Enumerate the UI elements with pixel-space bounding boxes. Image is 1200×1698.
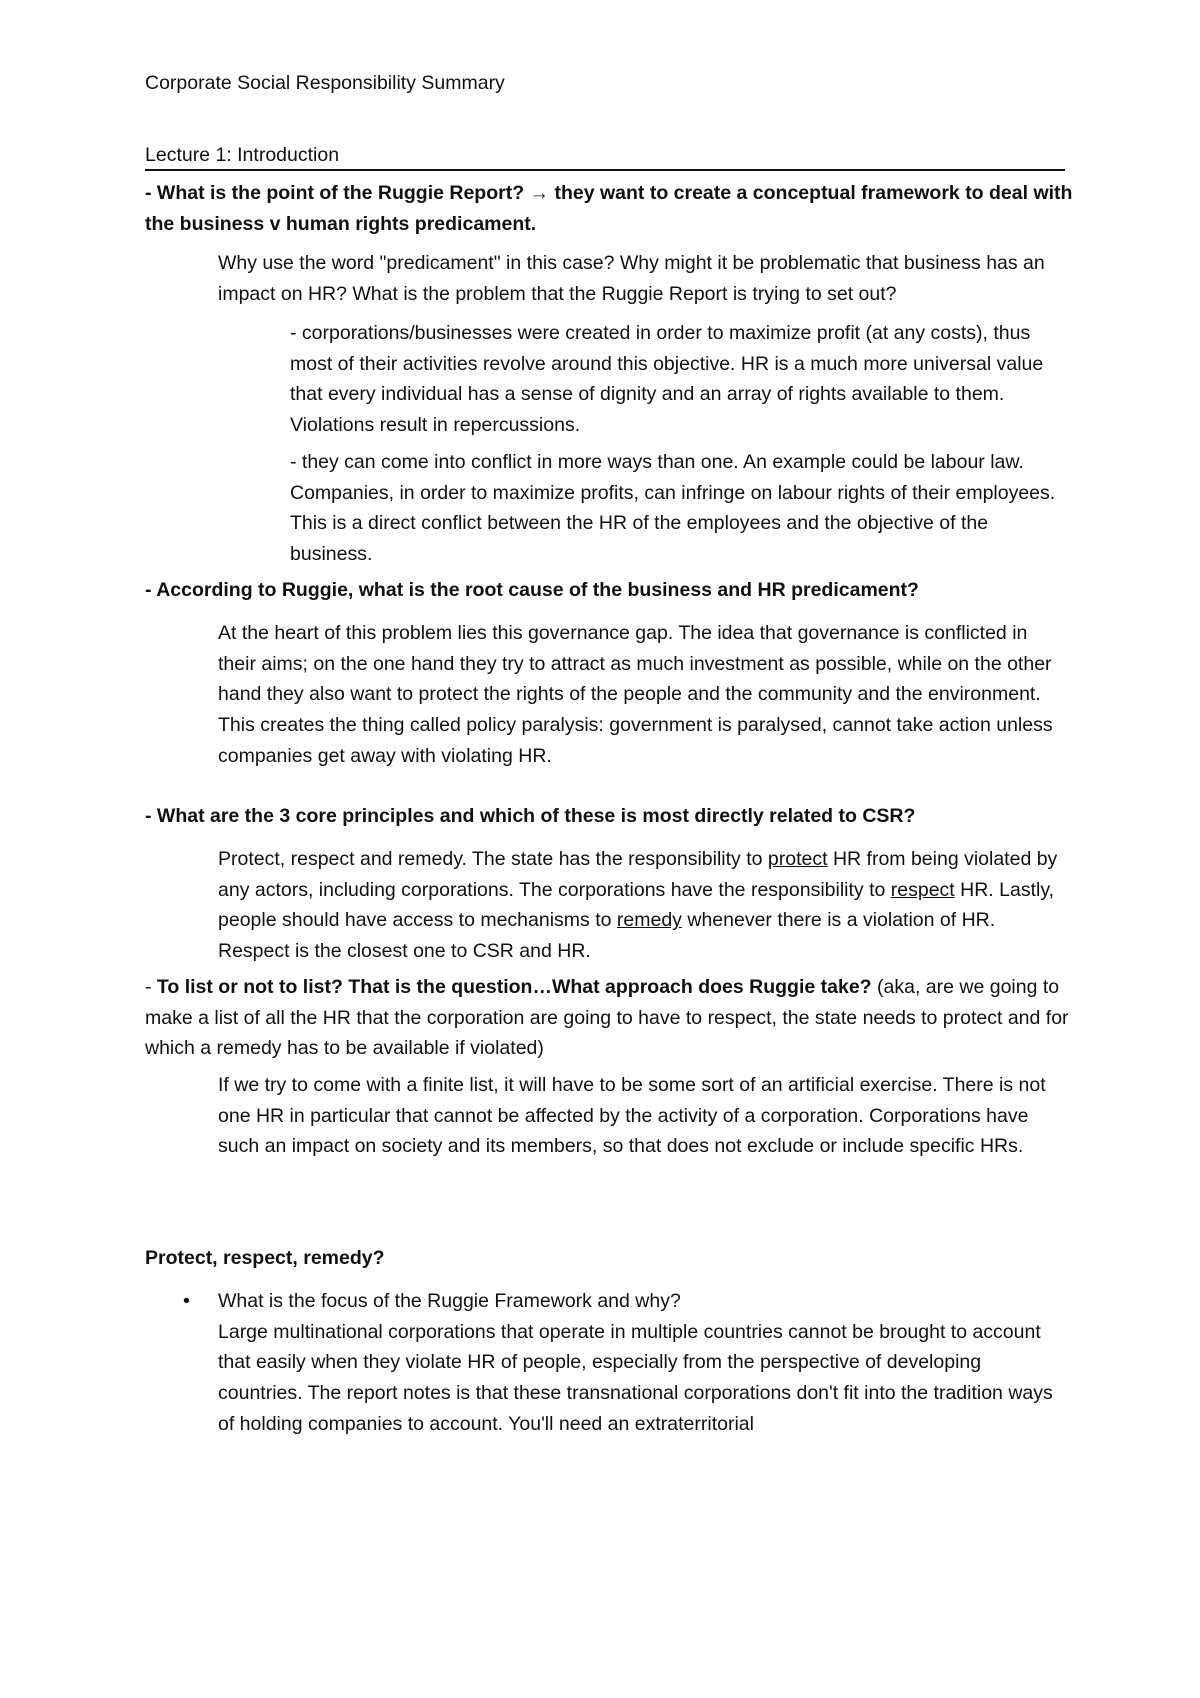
underlined-remedy: remedy [616, 909, 682, 932]
underlined-protect: protect [767, 848, 828, 870]
question-dash: - [145, 976, 157, 998]
question-list-approach [145, 972, 1075, 1064]
answer-text-part: HR from being violated by any actors, including corporations. The corporations have the responsibility to [218, 848, 1058, 901]
arrow-right-icon: → [529, 182, 550, 204]
answer-point-conflict: - they can come into conflict in more ways than one. An example could be labour law. Companies, in order to maximize profits, can infringe on labour rights of their employees. This is a direct conflict between the HR of the employees and the objective of the business. [290, 451, 1056, 566]
question-answer-bold: they want to create a conceptual framework to deal with the business v human rights predicament. [145, 182, 1073, 235]
answer-finite-list: If we try to come with a finite list, it will have to be some sort of an artificial exercise. There is not one HR in particular that cannot be affected by the activity of a corporation. Corporations have such an impact on society and its members, so that does not exclude or include specific HRs. [218, 1074, 1046, 1158]
answer-point-profit: - corporations/businesses were created in order to maximize profit (at any costs), thus most of their activities revolve around this objective. HR is a much more universal value that every individual has a sense of dignity and an array of rights available to them. Violations result in repercussions. [290, 322, 1044, 437]
bullet-content [218, 1286, 1068, 1440]
question-text: To list or not to list? That is the question…What approach does Ruggie take? [156, 976, 872, 998]
bullet-answer: Large multinational corporations that operate in multiple countries cannot be brought to account that easily when they violate HR of people, especially from the perspective of developing countries. The report notes is that these transnational corporations don't fit into the tradition ways of holding companies to account. You'll need an extraterritorial [218, 1320, 1053, 1435]
answer-text-part: Protect, respect and remedy. The state has the responsibility to [218, 848, 768, 870]
answer-core-principles [218, 844, 1068, 967]
answer-text-part: whenever there is a violation of HR. Respect is the closest one to CSR and HR. [218, 909, 996, 963]
answer-text-part: HR. Lastly, people should have access to mechanisms to [218, 878, 1055, 932]
bullet-icon: • [183, 1290, 190, 1312]
underlined-respect: respect [890, 878, 955, 901]
question-ruggie-report-point [145, 178, 1075, 239]
question-root-cause: - According to Ruggie, what is the root cause of the business and HR predicament? [145, 579, 919, 601]
answer-governance-gap: At the heart of this problem lies this governance gap. The idea that governance is conflicted in their aims; on the one hand they try to attract as much investment as possible, while on the other hand they also want to protect the rights of the people and the community and the environment. This creates the thing called policy paralysis: government is paralysed, cannot take action unless companies get away with violating HR. [218, 622, 1053, 767]
document-title: Corporate Social Responsibility Summary [145, 72, 505, 94]
bullet-question: What is the focus of the Ruggie Framework and why? [218, 1290, 681, 1312]
question-core-principles: - What are the 3 core principles and which of these is most directly related to CSR? [145, 805, 916, 827]
lecture-heading: Lecture 1: Introduction [145, 141, 1065, 171]
list-item [145, 1286, 1075, 1446]
question-text: - What is the point of the Ruggie Report? [145, 182, 525, 204]
answer-predicament-intro: Why use the word "predicament" in this case? Why might it be problematic that business has an impact on HR? What is the problem that the Ruggie Report is trying to set out? [218, 252, 1045, 305]
question-clarification: (aka, are we going to make a list of all the HR that the corporation are going to have to respect, the state needs to protect and for which a remedy has to be available if violated) [145, 976, 1069, 1060]
section-heading-protect-respect-remedy: Protect, respect, remedy? [145, 1247, 385, 1269]
